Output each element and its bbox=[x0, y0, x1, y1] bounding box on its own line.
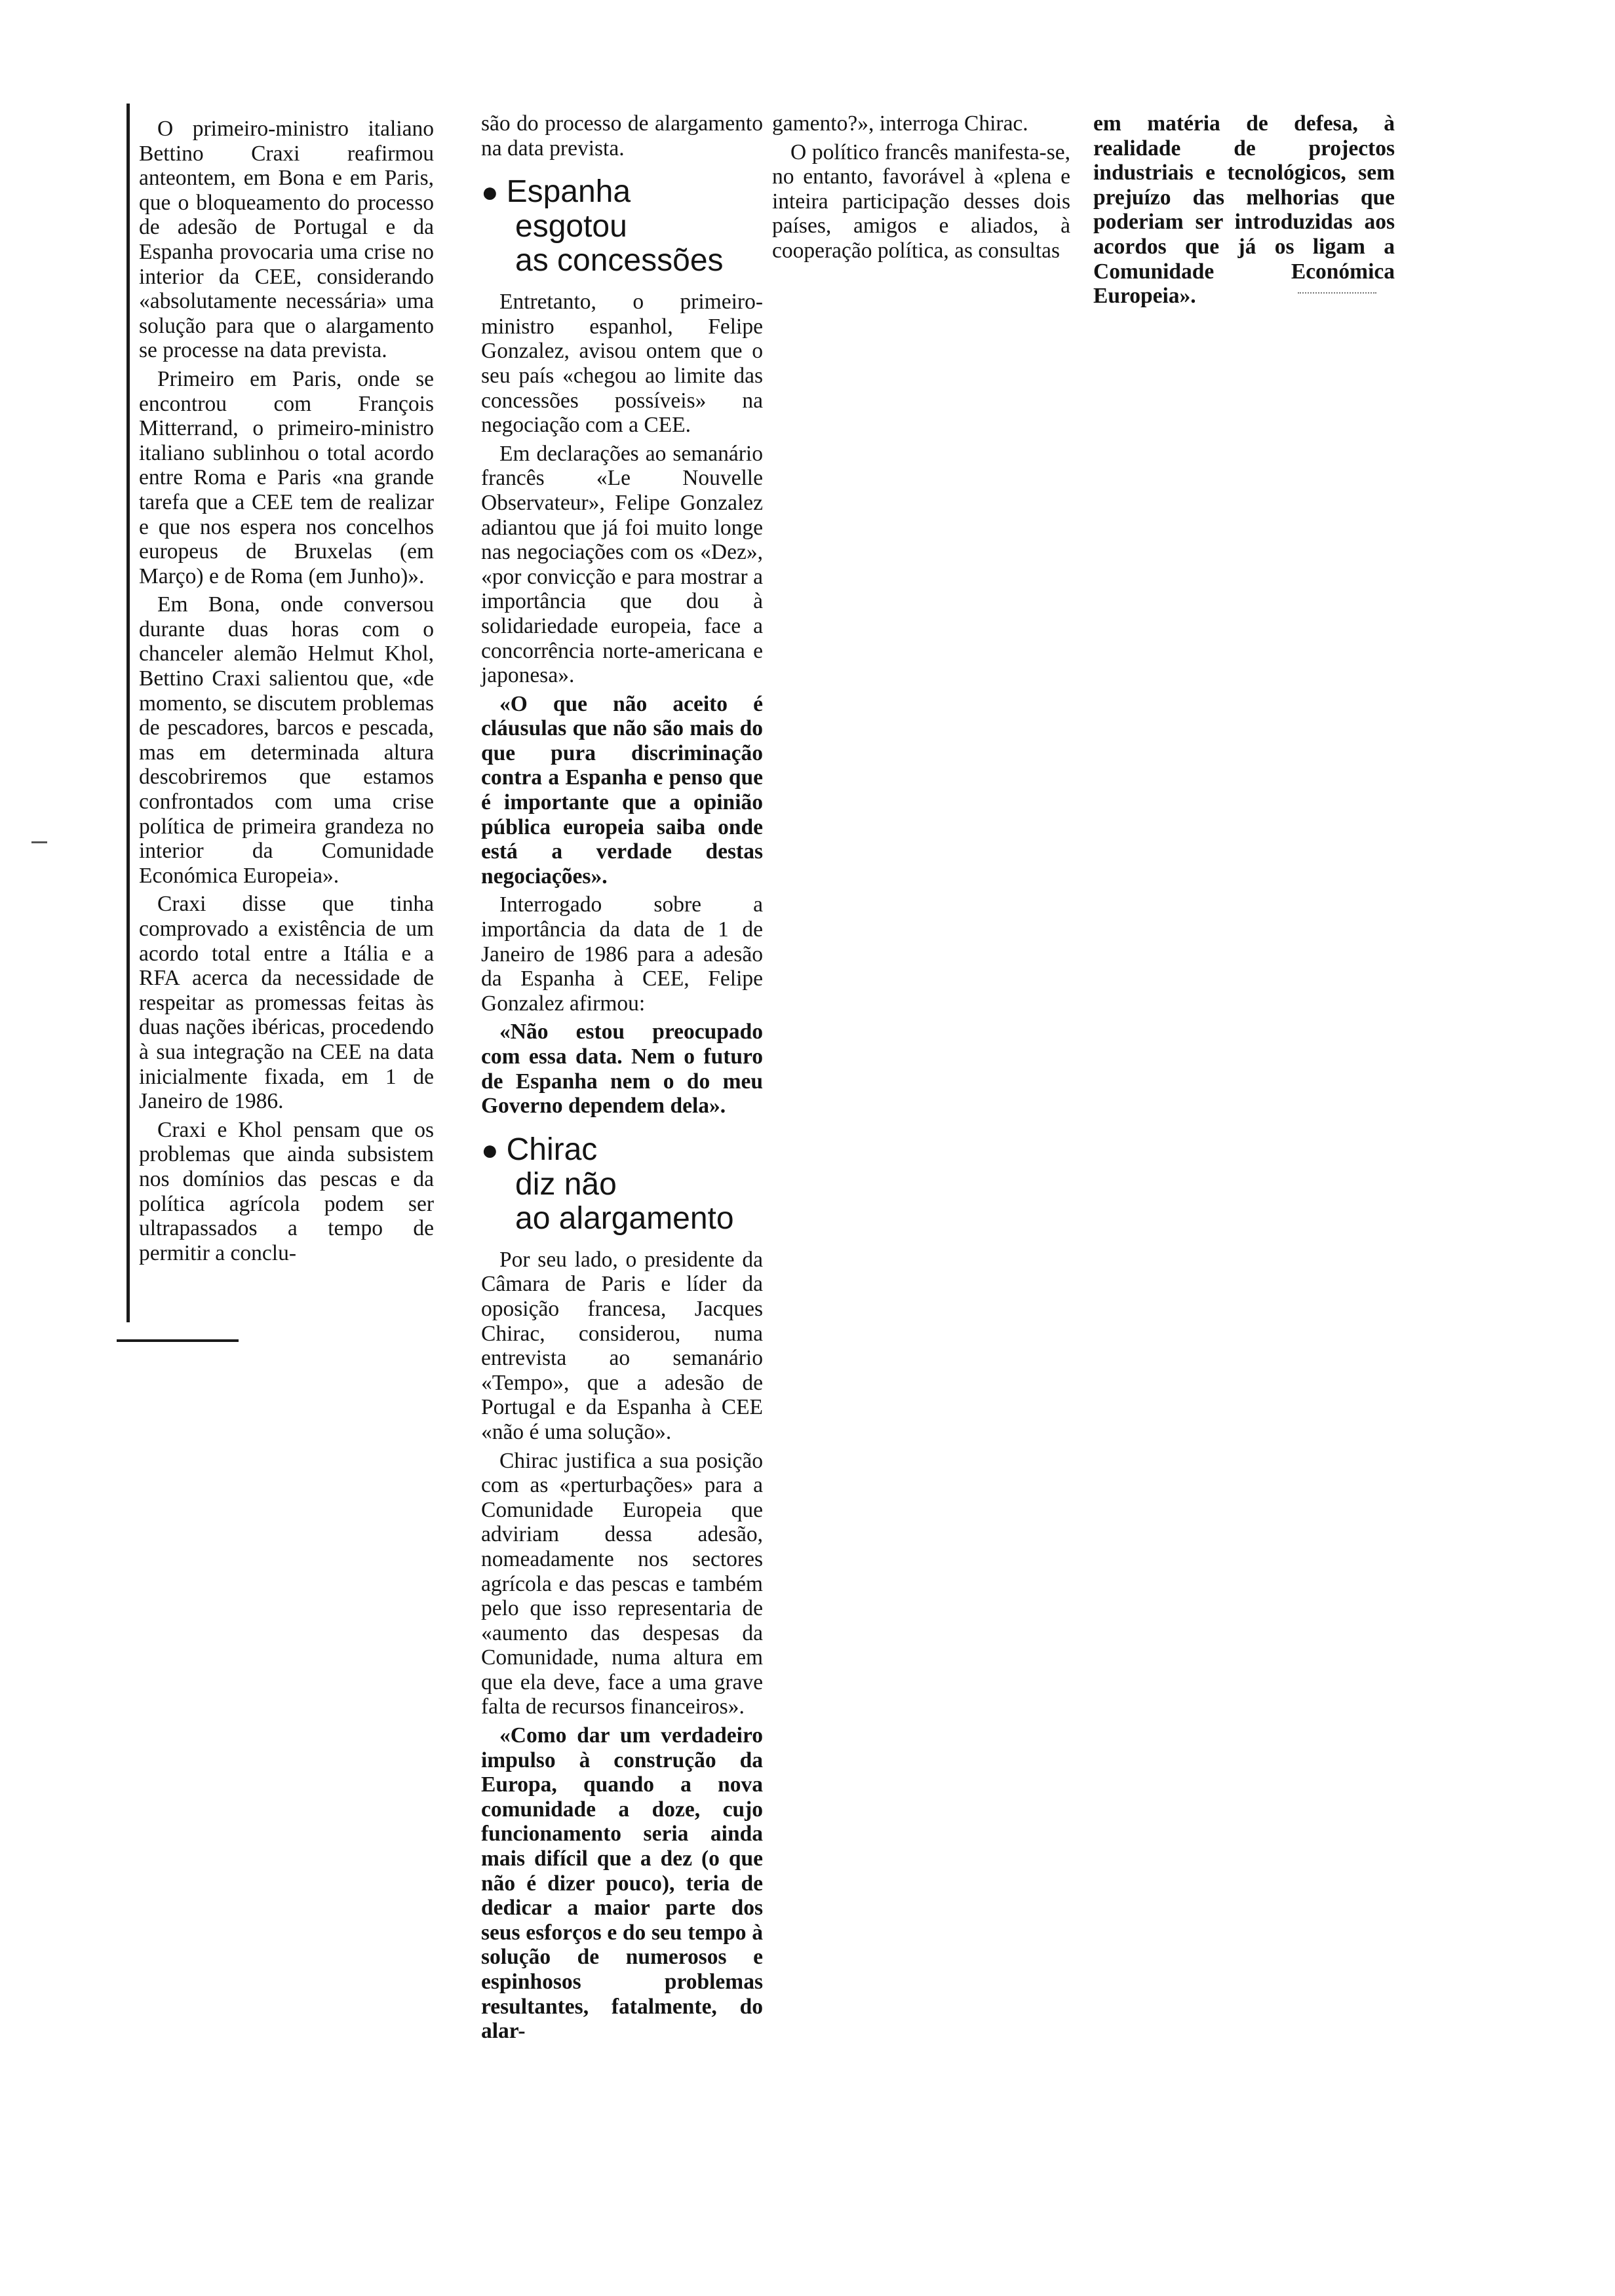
article-column-1 bbox=[139, 117, 434, 1269]
paragraph: «Não estou preocupado com essa data. Nem o futuro de Espanha nem o do meu Governo dependem dela». bbox=[481, 1020, 763, 1119]
bullet-icon: ● bbox=[481, 1134, 499, 1166]
article-column-2 bbox=[481, 111, 763, 2048]
paragraph: gamento?», interroga Chirac. bbox=[772, 111, 1028, 136]
paragraph: Em declarações ao semanário francês «Le Nouvelle Observateur», Felipe Gonzalez adiantou que já foi muito longe nas negociações com os «Dez», «por convicção e para mostrar a importância que dou à solidariedade europeia, face a concorrência norte-americana e japonesa». bbox=[481, 441, 763, 688]
subheading-line: Espanha bbox=[506, 174, 631, 210]
paragraph: Interrogado sobre a importância da data de 1 de Janeiro de 1986 para a adesão da Espanha à CEE, Felipe Gonzalez afirmou: bbox=[481, 892, 763, 1016]
article-column-4 bbox=[1093, 111, 1395, 313]
subheading-line: as concessões bbox=[515, 243, 724, 278]
margin-mark bbox=[31, 841, 47, 843]
subheading-espanha bbox=[481, 175, 763, 278]
subheading-line: Chirac bbox=[506, 1132, 598, 1167]
paragraph: O primeiro-ministro italiano Bettino Craxi reafirmou anteontem, em Bona e em Paris, que o bloqueamento do processo de adesão de Portugal e da Espanha provocaria uma crise no interior da CEE, considerando «absolutamente necessária» uma solução para que o alargamento se processe na data prevista. bbox=[139, 117, 434, 363]
paragraph: são do processo de alargamento na data prevista. bbox=[481, 111, 763, 161]
subheading-line: diz não bbox=[515, 1166, 617, 1202]
paragraph: em matéria de defesa, à realidade de projectos industriais e tecnológicos, sem prejuízo das melhorias que poderiam ser introduzidas aos acordos que já os ligam a Comunidade Económica Europeia». bbox=[1093, 111, 1395, 309]
paragraph: Por seu lado, o presidente da Câmara de Paris e líder da oposição francesa, Jacques Chirac, considerou, numa entrevista ao semanário «Tempo», que a adesão de Portugal e da Espanha à CEE «não é uma solução». bbox=[481, 1247, 763, 1444]
subheading-line: ao alargamento bbox=[515, 1200, 734, 1236]
bullet-icon: ● bbox=[481, 176, 499, 209]
paragraph: Craxi e Khol pensam que os problemas que ainda subsistem nos domínios das pescas e da política agrícola podem ser ultrapassados a tempo de permitir a conclu- bbox=[139, 1117, 434, 1265]
column-rule-horizontal bbox=[117, 1339, 239, 1342]
article-column-3 bbox=[772, 111, 1070, 267]
paragraph: Chirac justifica a sua posição com as «perturbações» para a Comunidade Europeia que adviriam dessa adesão, nomeadamente nos sectores agrícola e das pescas e também pelo que isso representaria de «aumento das despesas da Comunidade, numa altura em que ela deve, face a uma grave falta de recursos financeiros». bbox=[481, 1448, 763, 1719]
column-rule-vertical bbox=[126, 104, 130, 1322]
subheading-line: esgotou bbox=[515, 209, 627, 244]
paragraph: O político francês manifesta-se, no entanto, favorável à «plena e inteira participação desses dois países, amigos e aliados, à cooperação política, as consultas bbox=[772, 140, 1070, 263]
paragraph: Craxi disse que tinha comprovado a existência de um acordo total entre a Itália e a RFA acerca da necessidade de respeitar as promessas feitas às duas nações ibéricas, procedendo à sua integração na CEE na data inicialmente fixada, em 1 de Janeiro de 1986. bbox=[139, 892, 434, 1114]
paragraph: Primeiro em Paris, onde se encontrou com François Mitterrand, o primeiro-ministro italiano sublinhou o total acordo entre Roma e Paris «na grande tarefa que a CEE tem de realizar e que nos espera nos concelhos europeus de Bruxelas (em Março) e de Roma (em Junho)». bbox=[139, 366, 434, 588]
paragraph: Entretanto, o primeiro-ministro espanhol, Felipe Gonzalez, avisou ontem que o seu país «chegou ao limite das concessões possíveis» na negociação com a CEE. bbox=[481, 290, 763, 438]
subheading-chirac bbox=[481, 1133, 763, 1236]
paragraph: «Como dar um verdadeiro impulso à construção da Europa, quando a nova comunidade a doze, cujo funcionamento seria ainda mais difícil que a dez (o que não é dizer pouco), teria de dedicar a maior parte dos seus esforços e do seu tempo à solução de numerosos e espinhosos problemas resultantes, fatalmente, do alar- bbox=[481, 1723, 763, 2044]
paragraph: «O que não aceito é cláusulas que não são mais do que pura discriminação contra a Espanha e penso que é importante que a opinião pública europeia saiba onde está a verdade destas negociações». bbox=[481, 691, 763, 889]
paragraph: Em Bona, onde conversou durante duas horas com o chanceler alemão Helmut Khol, Bettino Craxi salientou que, «de momento, se discutem problemas de pescadores, barcos e pescada, mas em determinada altura descobriremos que estamos confrontados com uma crise política de primeira grandeza no interior da Comunidade Económica Europeia». bbox=[139, 592, 434, 888]
